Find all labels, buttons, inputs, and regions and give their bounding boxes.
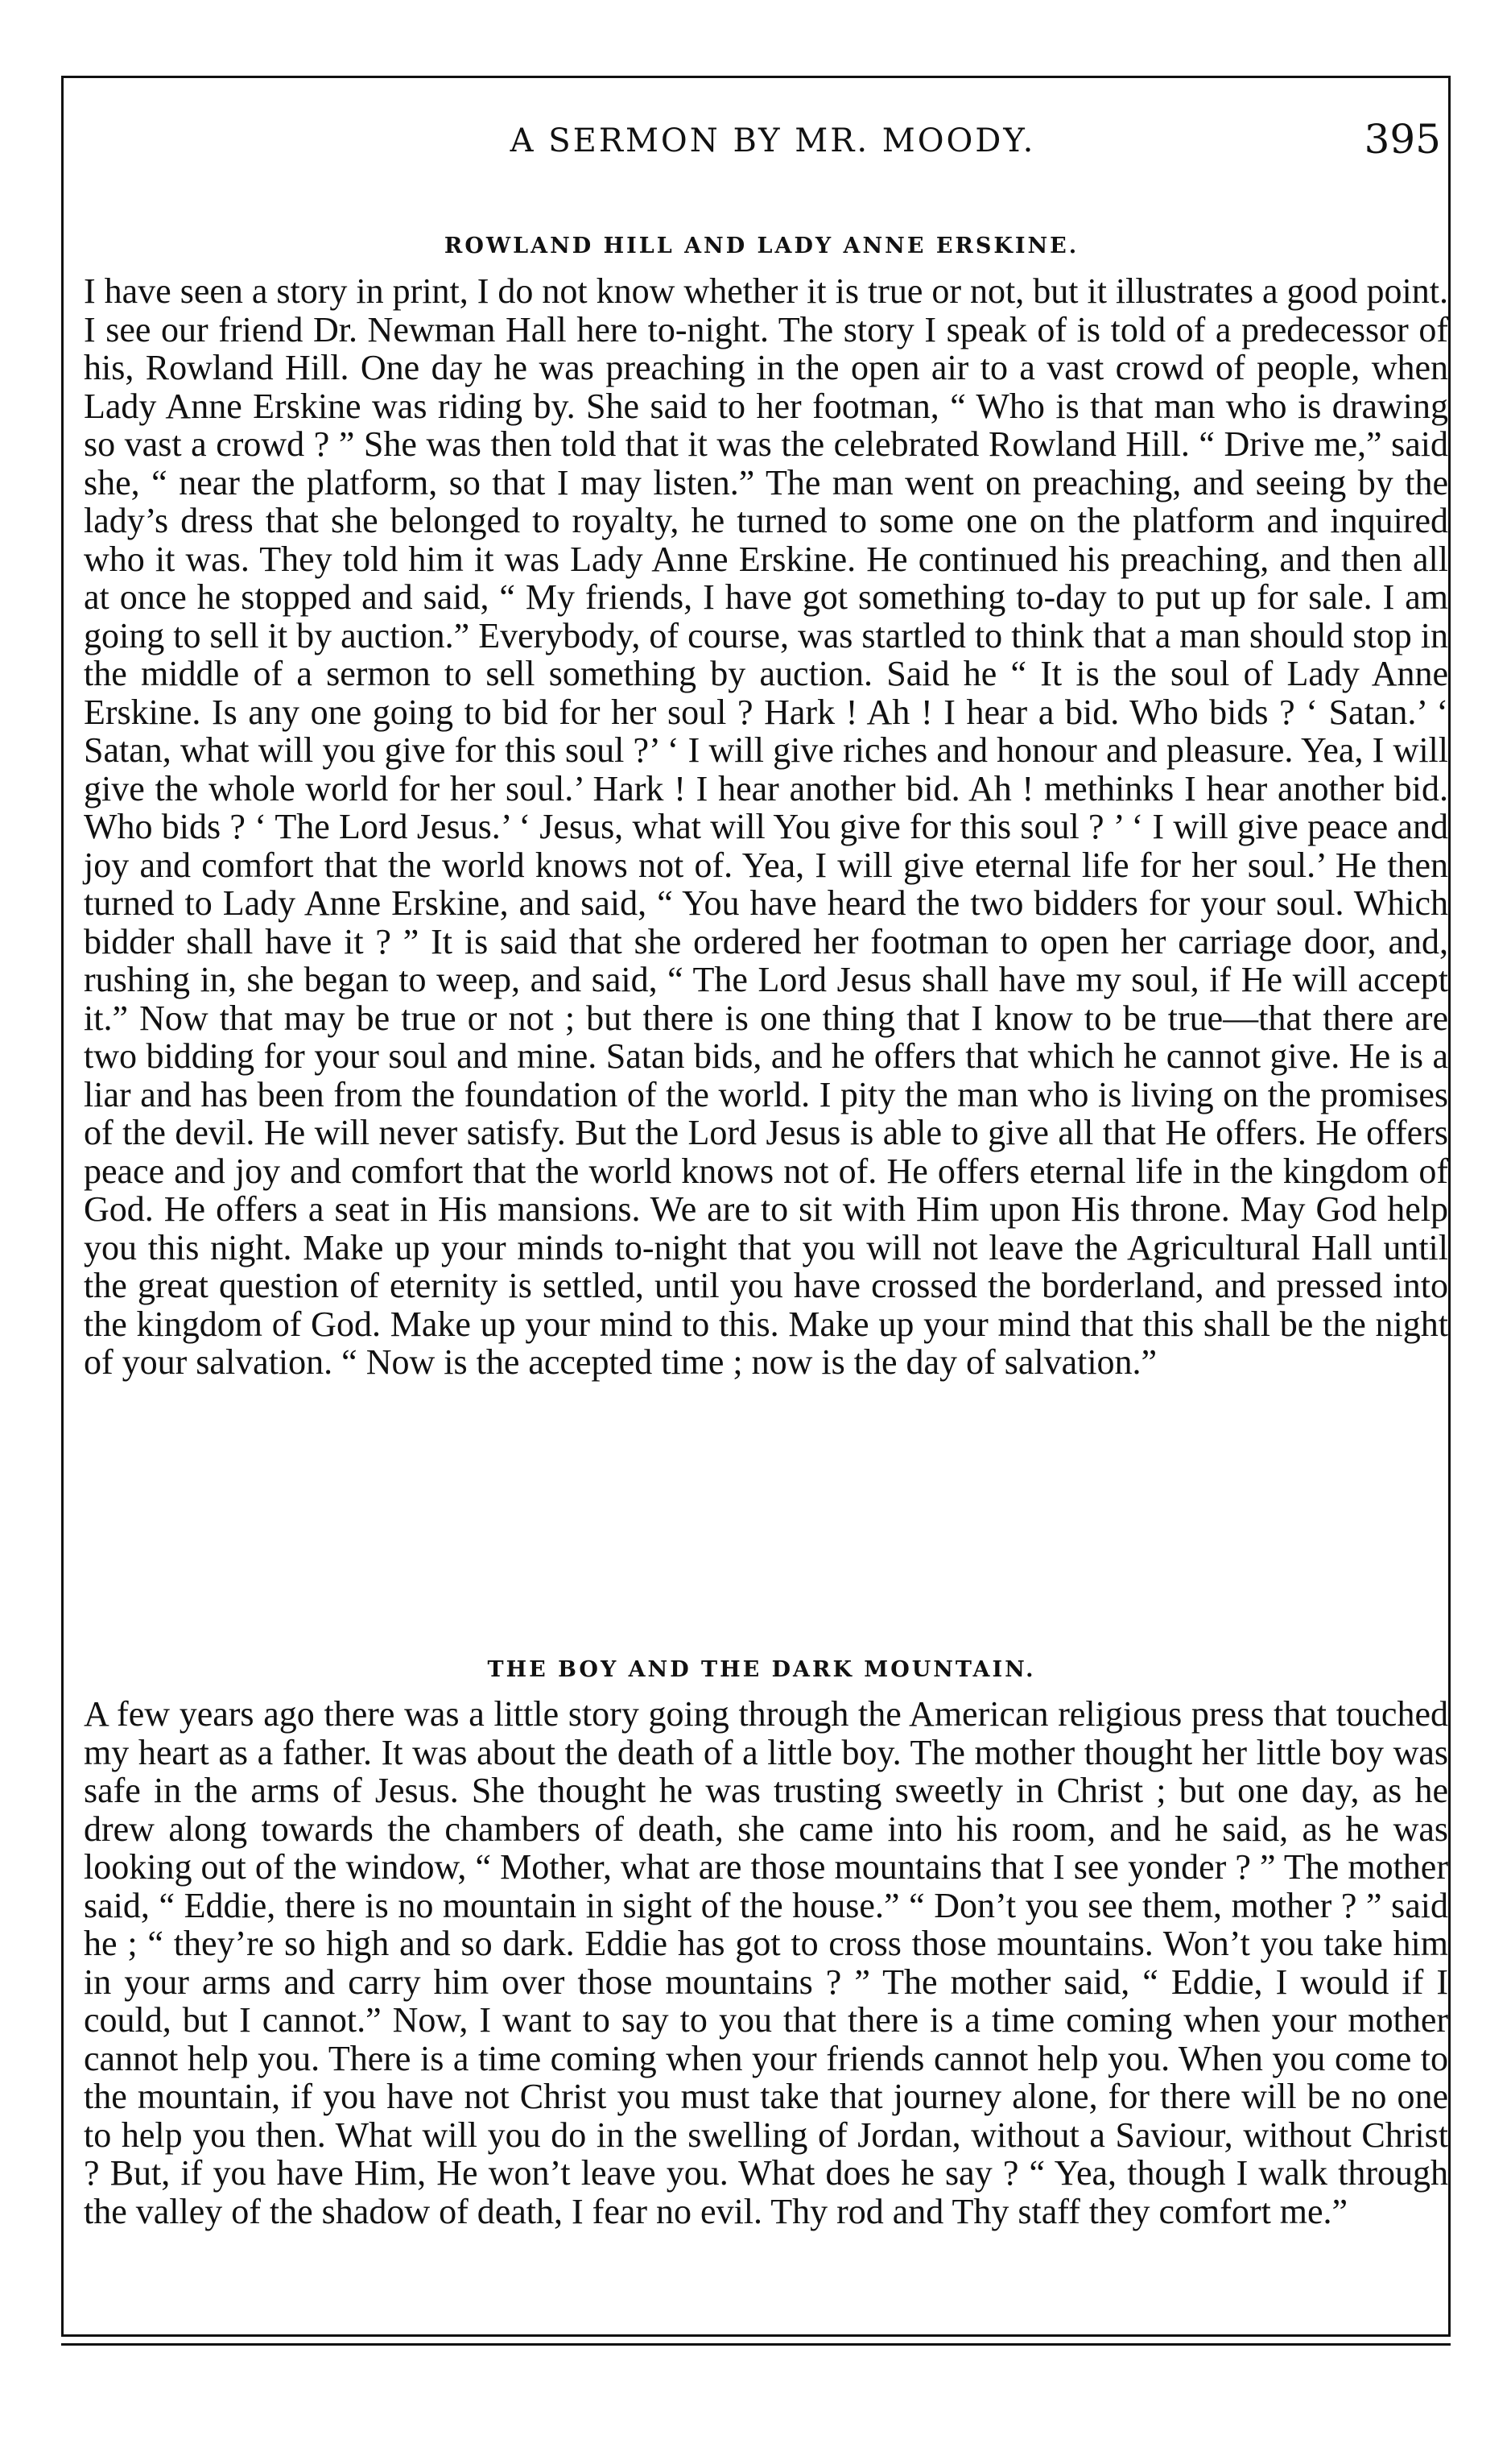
section-heading-rowland-hill: ROWLAND HILL AND LADY ANNE ERSKINE. bbox=[444, 234, 1080, 258]
section-heading-dark-mountain: THE BOY AND THE DARK MOUNTAIN. bbox=[487, 1657, 1036, 1682]
bottom-rule bbox=[61, 2343, 1451, 2346]
page-number: 395 bbox=[1364, 116, 1441, 163]
page-header bbox=[97, 116, 1449, 179]
paragraph-dark-mountain: A few years ago there was a little story going through the American religious press that touched my heart as a father. It was about the death of a little boy. The mother thought her little boy was safe in the arms of Jesus. She thought he was trusting sweetly in Christ ; but one day, as he drew along towards the chambers of death, she came into his room, and he said, as he was looking out of the window, “ Mother, what are those mountains that I see yonder ? ” The mother said, “ Eddie, there is no mountain in sight of the house.” “ Don’t you see them, mother ? ” said he ; “ they’re so high and so dark. Eddie has got to cross those mountains. Won’t you take him in your arms and carry him over those mountains ? ” The mother said, “ Eddie, I would if I could, but I cannot.” Now, I want to say to you that there is a time coming when your mother cannot help you. There is a time coming when your friends cannot help you. When you come to the mountain, if you have not Christ you must take that journey alone, for there will be no one to help you then. What will you do in the swelling of Jordan, without a Saviour, without Christ ? But, if you have Him, He won’t leave you. What does he say ? “ Yea, though I walk through the valley of the shadow of death, I fear no evil. Thy rod and Thy staff they comfort me.” bbox=[84, 1694, 1448, 2231]
running-title: A SERMON BY MR. MOODY. bbox=[510, 122, 1036, 159]
paragraph-rowland-hill: I have seen a story in print, I do not know whether it is true or not, but it illustrates a good point. I see our friend Dr. Newman Hall here to-night. The story I speak of is told of a predecessor of his, Rowland Hill. One day he was preaching in the open air to a vast crowd of people, when Lady Anne Erskine was riding by. She said to her footman, “ Who is that man who is drawing so vast a crowd ? ” She was then told that it was the celebrated Rowland Hill. “ Drive me,” said she, “ near the platform, so that I may listen.” The man went on preaching, and seeing by the lady’s dress that she belonged to royalty, he turned to some one on the platform and inquired who it was. They told him it was Lady Anne Erskine. He continued his preaching, and then all at once he stopped and said, “ My friends, I have got something to-day to put up for sale. I am going to sell it by auction.” Everybody, of course, was startled to think that a man should stop in the middle of a sermon to sell something by auction. Said he “ It is the soul of Lady Anne Erskine. Is any one going to bid for her soul ? Hark ! Ah ! I hear a bid. Who bids ? ‘ Satan.’ ‘ Satan, what will you give for this soul ?’ ‘ I will give riches and honour and pleasure. Yea, I will give the whole world for her soul.’ Hark ! I hear another bid. Ah ! methinks I hear another bid. Who bids ? ‘ The Lord Jesus.’ ‘ Jesus, what will You give for this soul ? ’ ‘ I will give peace and joy and comfort that the world knows not of. Yea, I will give eternal life for her soul.’ He then turned to Lady Anne Erskine, and said, “ You have heard the two bidders for your soul. Which bidder shall have it ? ” It is said that she ordered her footman to open her carriage door, and, rushing in, she began to weep, and said, “ The Lord Jesus shall have my soul, if He will accept it.” Now that may be true or not ; but there is one thing that I know to be true—that there are two bidding for your soul and mine. Satan bids, and he offers that which he cannot give. He is a liar and has been from the foundation of the world. I pity the man who is living on the promises of the devil. He will never satisfy. But the Lord Jesus is able to give all that He offers. He offers peace and joy and comfort that the world knows not of. He offers eternal life in the kingdom of God. He offers a seat in His mansions. We are to sit with Him upon His throne. May God help you this night. Make up your minds to-night that you will not leave the Agricultural Hall until the great question of eternity is settled, until you have crossed the borderland, and pressed into the kingdom of God. Make up your mind to this. Make up your mind that this shall be the night of your salvation. “ Now is the accepted time ; now is the day of salvation.” bbox=[84, 271, 1448, 1382]
